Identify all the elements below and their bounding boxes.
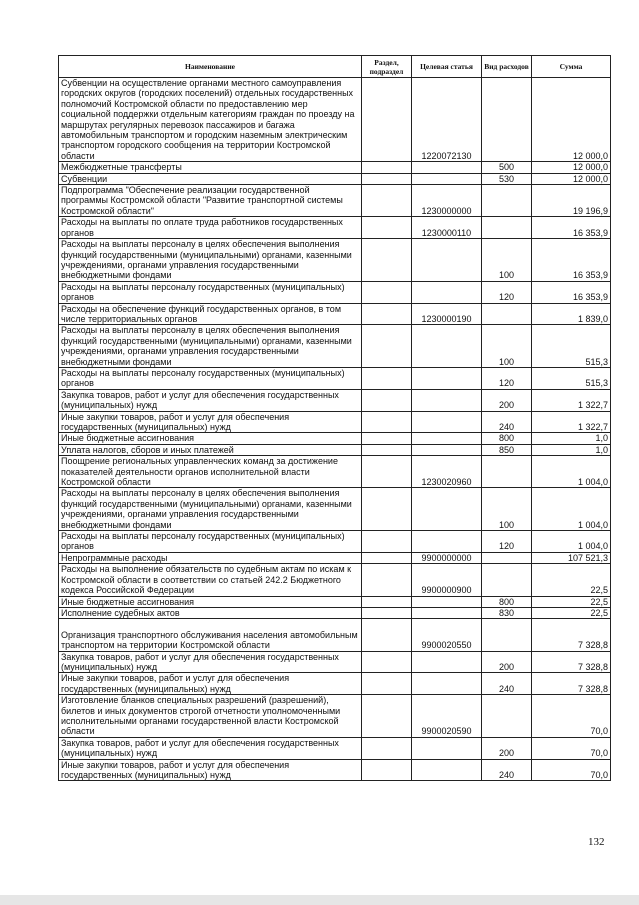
row-target-cell: 9900020550 [412, 619, 482, 651]
row-sum-cell: 22,5 [532, 607, 611, 618]
row-name-cell: Исполнение судебных актов [59, 607, 362, 618]
table-row [59, 239, 611, 282]
row-sum-cell: 19 196,9 [532, 185, 611, 217]
row-name-cell: Расходы на выплаты персоналу в целях обеспечения выполнения функций государственными (муниципальными) органами, казенными учреждениями, органами управления государственными внебюджетными фондами [59, 239, 362, 282]
row-kind-cell: 500 [482, 162, 532, 173]
row-section-cell [362, 737, 412, 759]
row-name-cell: Закупка товаров, работ и услуг для обеспечения государственных (муниципальных) нужд [59, 737, 362, 759]
row-kind-cell [482, 619, 532, 651]
row-kind-cell: 200 [482, 389, 532, 411]
row-sum-cell: 1 004,0 [532, 456, 611, 488]
row-target-cell [412, 651, 482, 673]
row-kind-cell: 830 [482, 607, 532, 618]
row-name-cell: Иные бюджетные ассигнования [59, 596, 362, 607]
table-row [59, 389, 611, 411]
row-sum-cell: 1,0 [532, 433, 611, 444]
row-section-cell [362, 444, 412, 455]
row-sum-cell: 107 521,3 [532, 552, 611, 563]
row-section-cell [362, 411, 412, 433]
row-name-cell: Субвенции [59, 173, 362, 184]
header-target: Целевая статья [412, 56, 482, 78]
row-sum-cell: 515,3 [532, 367, 611, 389]
row-name-cell: Расходы на выплаты персоналу государственных (муниципальных) органов [59, 281, 362, 303]
row-target-cell: 9900020590 [412, 695, 482, 738]
row-name-cell: Иные закупки товаров, работ и услуг для обеспечения государственных (муниципальных) нужд [59, 411, 362, 433]
row-kind-cell: 240 [482, 673, 532, 695]
table-row [59, 444, 611, 455]
row-target-cell [412, 367, 482, 389]
table-row [59, 78, 611, 162]
row-target-cell [412, 162, 482, 173]
row-section-cell [362, 173, 412, 184]
row-sum-cell: 16 353,9 [532, 217, 611, 239]
row-kind-cell [482, 564, 532, 596]
row-section-cell [362, 303, 412, 325]
table-body [59, 78, 611, 781]
row-kind-cell [482, 217, 532, 239]
row-sum-cell: 70,0 [532, 695, 611, 738]
row-name-cell: Иные закупки товаров, работ и услуг для обеспечения государственных (муниципальных) нужд [59, 673, 362, 695]
row-kind-cell [482, 456, 532, 488]
table-row [59, 303, 611, 325]
row-target-cell [412, 759, 482, 781]
row-name-cell: Организация транспортного обслуживания населения автомобильным транспортом на территории Костромской области [59, 619, 362, 651]
row-name-cell: Расходы на обеспечение функций государственных органов, в том числе территориальных органов [59, 303, 362, 325]
row-sum-cell: 22,5 [532, 596, 611, 607]
row-section-cell [362, 162, 412, 173]
table-row [59, 607, 611, 618]
row-sum-cell: 12 000,0 [532, 78, 611, 162]
row-target-cell: 9900000900 [412, 564, 482, 596]
table-row [59, 217, 611, 239]
row-sum-cell: 12 000,0 [532, 162, 611, 173]
table-row [59, 564, 611, 596]
row-section-cell [362, 456, 412, 488]
row-target-cell [412, 737, 482, 759]
row-name-cell: Иные закупки товаров, работ и услуг для обеспечения государственных (муниципальных) нужд [59, 759, 362, 781]
row-sum-cell: 7 328,8 [532, 673, 611, 695]
row-kind-cell: 200 [482, 651, 532, 673]
table-row [59, 173, 611, 184]
row-sum-cell: 70,0 [532, 759, 611, 781]
row-kind-cell: 800 [482, 433, 532, 444]
row-sum-cell: 16 353,9 [532, 239, 611, 282]
row-kind-cell: 850 [482, 444, 532, 455]
row-kind-cell [482, 303, 532, 325]
row-kind-cell [482, 185, 532, 217]
row-sum-cell: 7 328,8 [532, 619, 611, 651]
row-target-cell [412, 389, 482, 411]
row-section-cell [362, 281, 412, 303]
row-kind-cell [482, 78, 532, 162]
row-target-cell: 1230000190 [412, 303, 482, 325]
row-kind-cell [482, 695, 532, 738]
row-name-cell: Расходы на выплаты персоналу государственных (муниципальных) органов [59, 367, 362, 389]
budget-table [58, 55, 611, 781]
table-header-row [59, 56, 611, 78]
row-target-cell [412, 411, 482, 433]
row-name-cell: Изготовление бланков специальных разрешений (разрешений), билетов и иных документов строгой отчетности уполномоченными исполнительными органами государственной власти Костромской области [59, 695, 362, 738]
row-section-cell [362, 695, 412, 738]
row-sum-cell: 1 322,7 [532, 389, 611, 411]
row-sum-cell: 515,3 [532, 325, 611, 368]
row-sum-cell: 12 000,0 [532, 173, 611, 184]
row-target-cell [412, 239, 482, 282]
row-target-cell: 1230020960 [412, 456, 482, 488]
table-row [59, 162, 611, 173]
row-sum-cell: 1 322,7 [532, 411, 611, 433]
table-row [59, 759, 611, 781]
row-kind-cell [482, 552, 532, 563]
table-row [59, 651, 611, 673]
row-section-cell [362, 552, 412, 563]
row-name-cell: Расходы на выплаты персоналу в целях обеспечения выполнения функций государственными (муниципальными) органами, казенными учреждениями, органами управления государственными внебюджетными фондами [59, 488, 362, 531]
table-row [59, 695, 611, 738]
table-row [59, 281, 611, 303]
row-section-cell [362, 239, 412, 282]
row-name-cell: Поощрение региональных управленческих команд за достижение показателей деятельности органов исполнительной власти Костромской области [59, 456, 362, 488]
row-name-cell: Расходы на выплаты персоналу в целях обеспечения выполнения функций государственными (муниципальными) органами, казенными учреждениями, органами управления государственными внебюджетными фондами [59, 325, 362, 368]
row-section-cell [362, 564, 412, 596]
row-sum-cell: 7 328,8 [532, 651, 611, 673]
row-sum-cell: 1 004,0 [532, 488, 611, 531]
row-name-cell: Закупка товаров, работ и услуг для обеспечения государственных (муниципальных) нужд [59, 389, 362, 411]
row-section-cell [362, 78, 412, 162]
viewer-bottom-bar [0, 895, 639, 905]
row-kind-cell: 120 [482, 281, 532, 303]
row-kind-cell: 200 [482, 737, 532, 759]
header-kind: Вид расходов [482, 56, 532, 78]
table-row [59, 367, 611, 389]
row-section-cell [362, 367, 412, 389]
row-target-cell: 9900000000 [412, 552, 482, 563]
table-row [59, 456, 611, 488]
row-target-cell [412, 325, 482, 368]
row-name-cell: Уплата налогов, сборов и иных платежей [59, 444, 362, 455]
row-target-cell [412, 281, 482, 303]
row-target-cell [412, 433, 482, 444]
table-row [59, 596, 611, 607]
row-target-cell [412, 607, 482, 618]
row-section-cell [362, 619, 412, 651]
row-kind-cell: 100 [482, 239, 532, 282]
table-row [59, 619, 611, 651]
row-kind-cell: 240 [482, 411, 532, 433]
row-section-cell [362, 433, 412, 444]
row-kind-cell: 100 [482, 488, 532, 531]
table-row [59, 325, 611, 368]
row-target-cell [412, 173, 482, 184]
row-sum-cell: 16 353,9 [532, 281, 611, 303]
row-section-cell [362, 596, 412, 607]
row-name-cell: Межбюджетные трансферты [59, 162, 362, 173]
row-target-cell [412, 531, 482, 553]
row-section-cell [362, 607, 412, 618]
row-kind-cell: 100 [482, 325, 532, 368]
row-sum-cell: 70,0 [532, 737, 611, 759]
row-name-cell: Расходы на выплаты по оплате труда работников государственных органов [59, 217, 362, 239]
table-row [59, 411, 611, 433]
table-row [59, 552, 611, 563]
row-kind-cell: 800 [482, 596, 532, 607]
table-row [59, 185, 611, 217]
row-kind-cell: 530 [482, 173, 532, 184]
row-section-cell [362, 185, 412, 217]
row-target-cell: 1230000110 [412, 217, 482, 239]
row-sum-cell: 1 004,0 [532, 531, 611, 553]
row-section-cell [362, 651, 412, 673]
row-sum-cell: 1 839,0 [532, 303, 611, 325]
row-sum-cell: 22,5 [532, 564, 611, 596]
row-section-cell [362, 325, 412, 368]
header-name: Наименование [59, 56, 362, 78]
row-sum-cell: 1,0 [532, 444, 611, 455]
row-name-cell: Расходы на выплаты персоналу государственных (муниципальных) органов [59, 531, 362, 553]
row-name-cell: Расходы на выполнение обязательств по судебным актам по искам к Костромской области в соответствии со статьей 242.2 Бюджетного кодекса Российской Федерации [59, 564, 362, 596]
row-section-cell [362, 673, 412, 695]
page-number: 132 [588, 836, 605, 848]
row-target-cell [412, 673, 482, 695]
table-row [59, 433, 611, 444]
header-sum: Сумма [532, 56, 611, 78]
row-section-cell [362, 217, 412, 239]
header-section: Раздел, подраздел [362, 56, 412, 78]
row-target-cell: 1230000000 [412, 185, 482, 217]
table-row [59, 673, 611, 695]
table-row [59, 737, 611, 759]
table-row [59, 488, 611, 531]
row-target-cell [412, 444, 482, 455]
row-section-cell [362, 389, 412, 411]
row-target-cell [412, 488, 482, 531]
row-name-cell: Закупка товаров, работ и услуг для обеспечения государственных (муниципальных) нужд [59, 651, 362, 673]
row-name-cell: Иные бюджетные ассигнования [59, 433, 362, 444]
row-section-cell [362, 531, 412, 553]
row-section-cell [362, 488, 412, 531]
row-name-cell: Непрограммные расходы [59, 552, 362, 563]
row-kind-cell: 120 [482, 531, 532, 553]
row-name-cell: Подпрограмма "Обеспечение реализации государственной программы Костромской области "Развитие транспортной системы Костромской области" [59, 185, 362, 217]
table-row [59, 531, 611, 553]
row-target-cell [412, 596, 482, 607]
row-name-cell: Субвенции на осуществление органами местного самоуправления городских округов (городских поселений) отдельных государственных полномочий Костромской области по предоставлению мер социальной поддержки отдельным категориям граждан по проезду на маршрутах регулярных перевозок пассажиров и багажа автомобильным транспортом и городским наземным электрическим транспортом городского сообщения на территории Костромской области [59, 78, 362, 162]
row-kind-cell: 240 [482, 759, 532, 781]
row-section-cell [362, 759, 412, 781]
row-kind-cell: 120 [482, 367, 532, 389]
row-target-cell: 1220072130 [412, 78, 482, 162]
